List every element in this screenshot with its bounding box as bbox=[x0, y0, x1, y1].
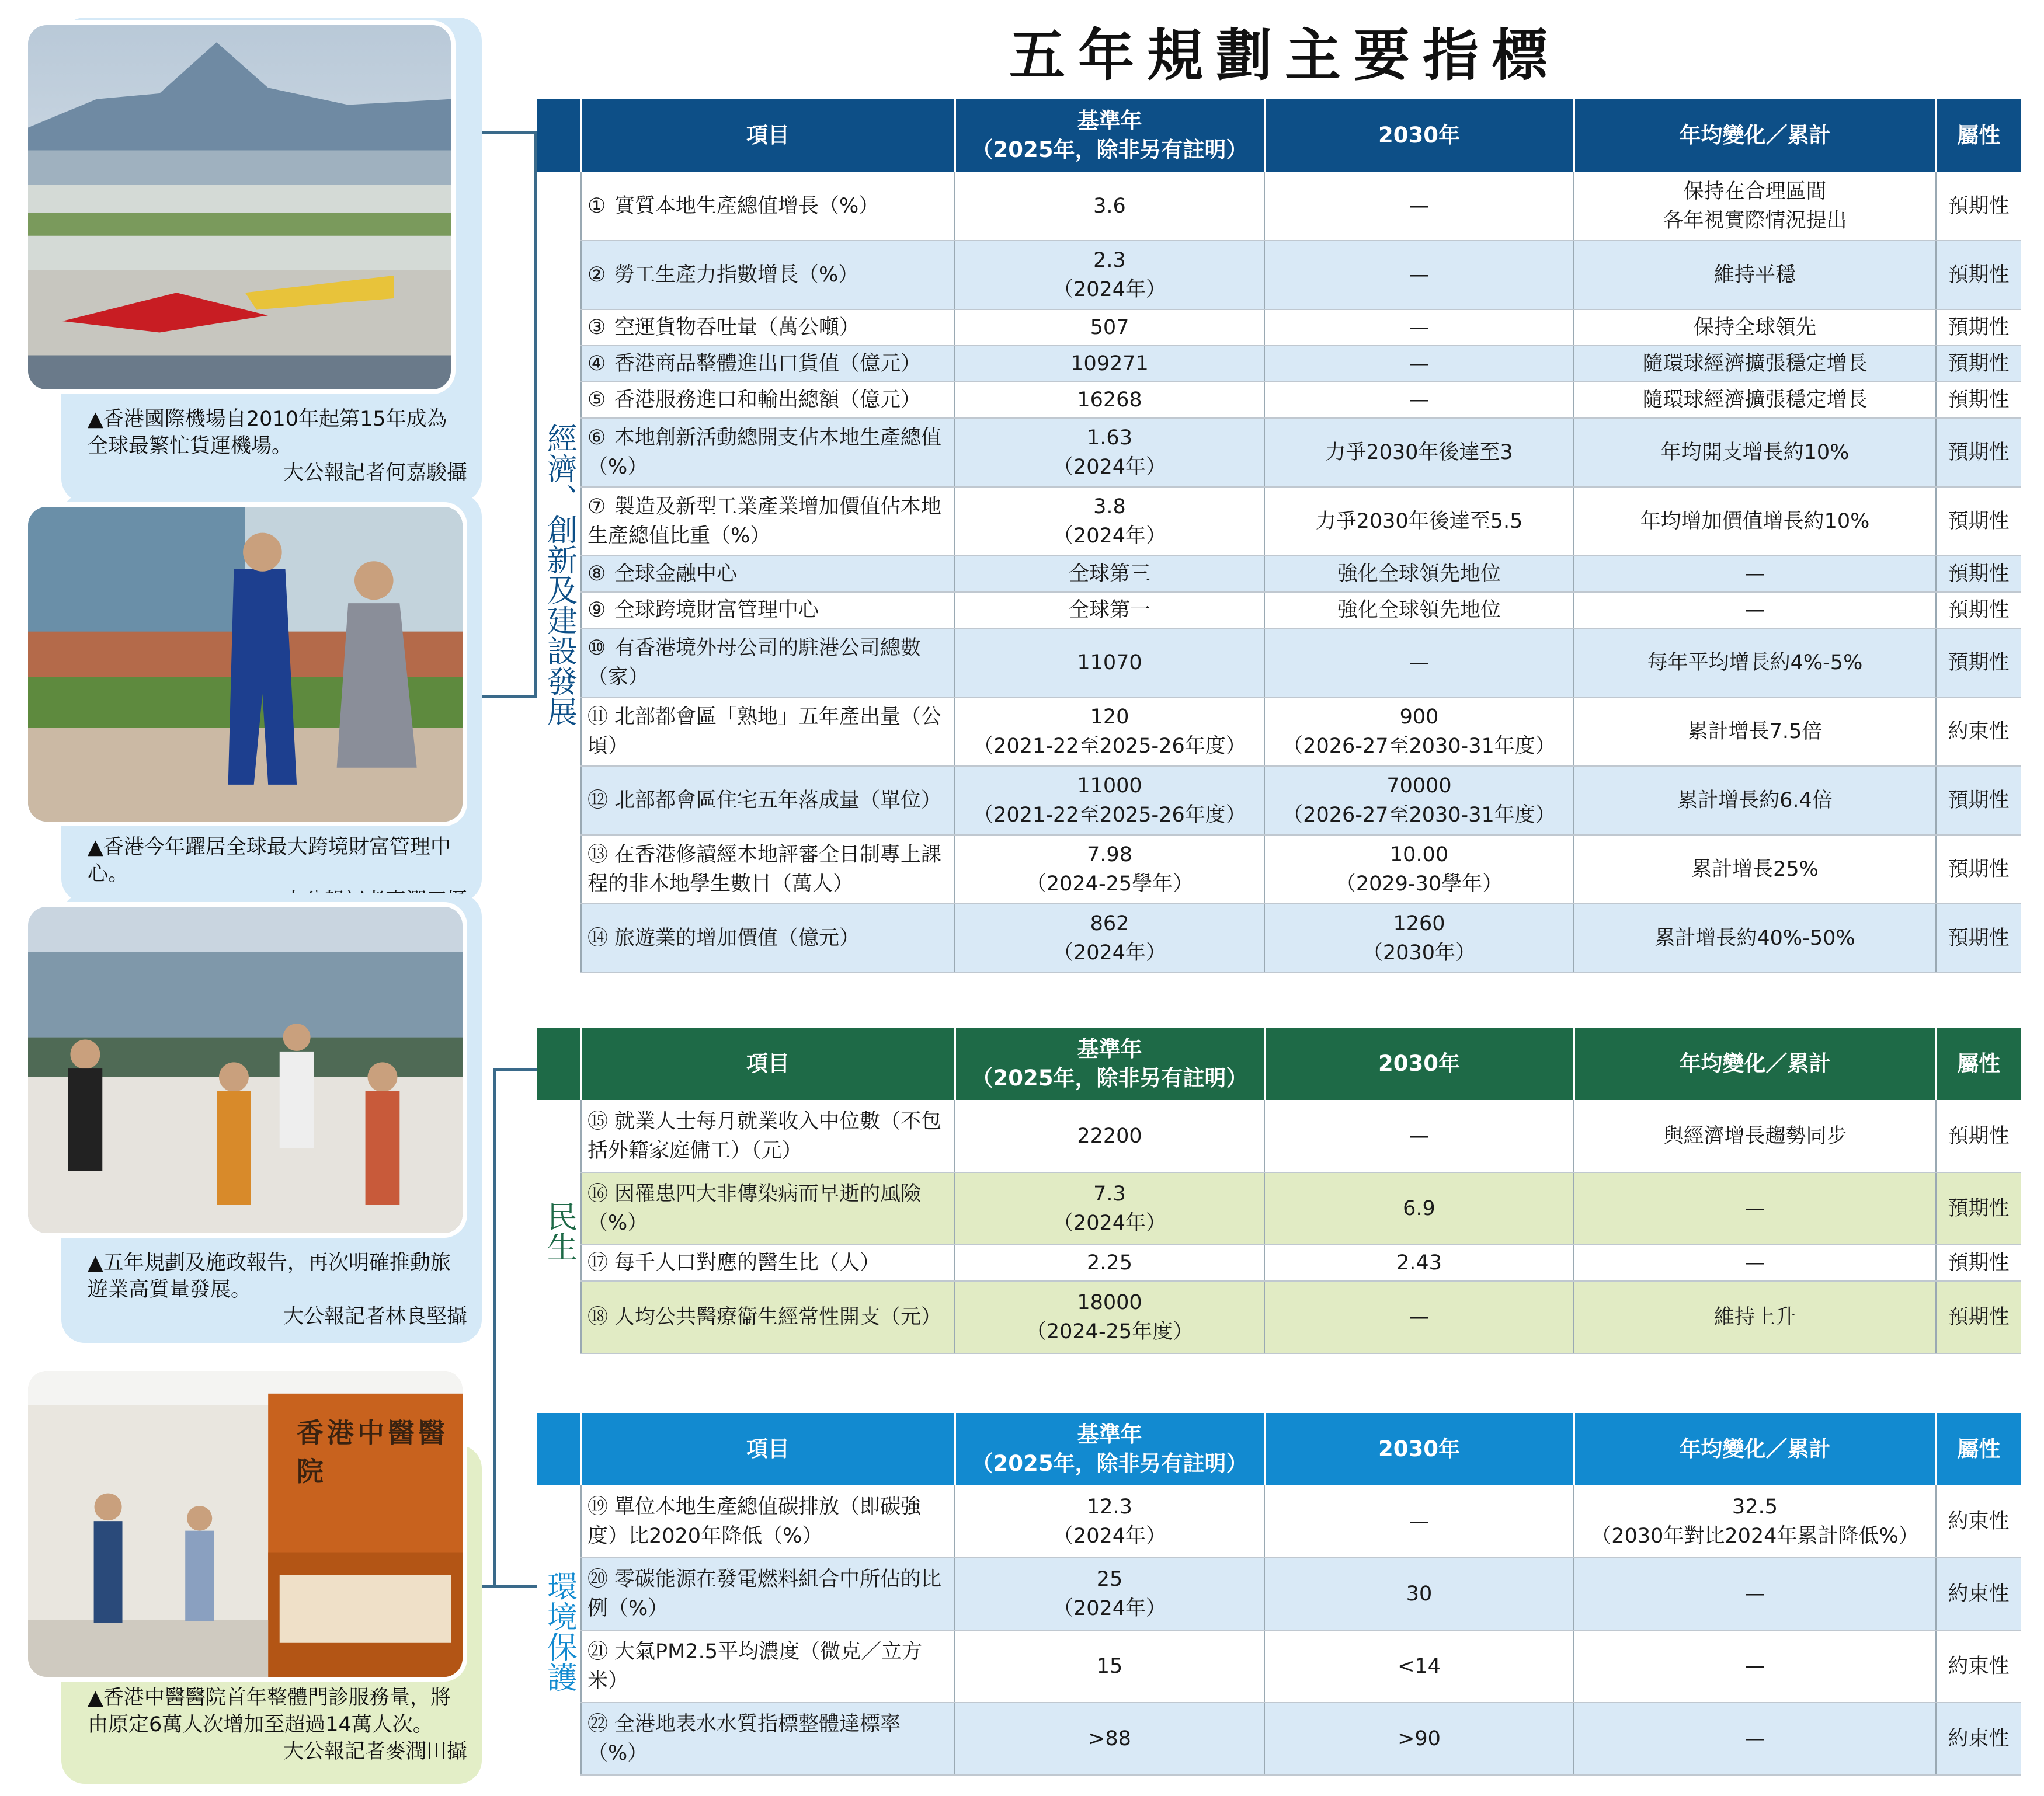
indicator-number: ② bbox=[588, 263, 606, 287]
attribute-value: 預期性 bbox=[1936, 346, 2021, 382]
base-year-value: 2.25 bbox=[955, 1245, 1264, 1281]
attribute-value: 約束性 bbox=[1936, 1630, 2021, 1703]
header-spacer bbox=[537, 1028, 581, 1100]
base-year-value: 15 bbox=[955, 1630, 1264, 1703]
annual-change-value: — bbox=[1574, 592, 1936, 628]
indicator-name bbox=[581, 1703, 955, 1775]
indicator-number: ① bbox=[588, 194, 606, 218]
header-base-year-line1: 基準年 bbox=[1077, 108, 1142, 133]
annual-change-value: — bbox=[1574, 556, 1936, 592]
tourism-photo bbox=[23, 902, 467, 1238]
annual-change-value: 與經濟增長趨勢同步 bbox=[1574, 1100, 1936, 1172]
target-2030-value: — bbox=[1264, 1281, 1574, 1353]
photo-caption-4 bbox=[88, 1684, 467, 1765]
section-label-economy: 經濟、創新及建設發展 bbox=[541, 423, 577, 726]
connector-1b bbox=[482, 131, 537, 134]
target-2030-value: 6.9 bbox=[1264, 1172, 1574, 1245]
header-attr: 屬性 bbox=[1936, 1028, 2021, 1100]
indicator-name bbox=[581, 1281, 955, 1353]
indicator-text: 全球金融中心 bbox=[614, 562, 738, 586]
target-2030-value: — bbox=[1264, 1100, 1574, 1172]
annual-change-value: — bbox=[1574, 1630, 1936, 1703]
header-change: 年均變化／累計 bbox=[1574, 99, 1936, 172]
table-row bbox=[537, 766, 2021, 835]
header-target: 2030年 bbox=[1264, 99, 1574, 172]
indicator-text: 香港服務進口和輸出總額（億元） bbox=[614, 388, 922, 412]
base-year-value: 3.6 bbox=[955, 172, 1264, 241]
base-year-value: 507 bbox=[955, 309, 1264, 346]
attribute-value: 預期性 bbox=[1936, 1172, 2021, 1245]
target-2030-value: >90 bbox=[1264, 1703, 1574, 1775]
indicator-name bbox=[581, 309, 955, 346]
indicator-text: 因罹患四大非傳染病而早逝的風險（%） bbox=[588, 1182, 922, 1235]
indicator-name bbox=[581, 172, 955, 241]
header-base-year bbox=[955, 1028, 1264, 1100]
indicator-number: ⑪ bbox=[588, 705, 609, 729]
header-target: 2030年 bbox=[1264, 1028, 1574, 1100]
base-year-value: 11000 （2021-22至2025-26年度） bbox=[955, 766, 1264, 835]
hospital-sign: 香港中醫醫院 bbox=[297, 1417, 449, 1487]
base-year-value: 7.3 （2024年） bbox=[955, 1172, 1264, 1245]
connector-2 bbox=[493, 1068, 537, 1588]
target-2030-value: — bbox=[1264, 628, 1574, 697]
indicator-name bbox=[581, 628, 955, 697]
indicator-name bbox=[581, 1100, 955, 1172]
indicator-number: ⑱ bbox=[588, 1306, 609, 1329]
attribute-value: 約束性 bbox=[1936, 1703, 2021, 1775]
indicator-name bbox=[581, 382, 955, 418]
target-2030-value: 900 （2026-27至2030-31年度） bbox=[1264, 697, 1574, 766]
attribute-value: 預期性 bbox=[1936, 172, 2021, 241]
section-label-environment: 環境保護 bbox=[541, 1571, 577, 1692]
indicator-name bbox=[581, 1172, 955, 1245]
table-header bbox=[537, 1413, 2021, 1485]
base-year-value: 7.98 （2024-25學年） bbox=[955, 835, 1264, 904]
indicator-name bbox=[581, 1485, 955, 1558]
target-2030-value: — bbox=[1264, 382, 1574, 418]
indicator-name bbox=[581, 904, 955, 973]
connector-2b bbox=[482, 1585, 496, 1588]
table-row bbox=[537, 556, 2021, 592]
indicator-text: 零碳能源在發電燃料組合中所佔的比例（%） bbox=[588, 1568, 942, 1620]
table-row bbox=[537, 487, 2021, 556]
attribute-value: 預期性 bbox=[1936, 556, 2021, 592]
economy-table bbox=[537, 99, 2021, 973]
target-2030-value: — bbox=[1264, 172, 1574, 241]
indicator-text: 每千人口對應的醫生比（人） bbox=[614, 1251, 881, 1275]
annual-change-value: 保持全球領先 bbox=[1574, 309, 1936, 346]
indicator-name bbox=[581, 556, 955, 592]
base-year-value: 3.8 （2024年） bbox=[955, 487, 1264, 556]
attribute-value: 約束性 bbox=[1936, 1485, 2021, 1558]
header-base-year bbox=[955, 1413, 1264, 1485]
target-2030-value: <14 bbox=[1264, 1630, 1574, 1703]
base-year-value: 109271 bbox=[955, 346, 1264, 382]
attribute-value: 預期性 bbox=[1936, 418, 2021, 487]
indicator-number: ⑰ bbox=[588, 1251, 609, 1275]
table-row bbox=[537, 1485, 2021, 1558]
photo-credit: 大公報記者麥潤田攝 bbox=[283, 1740, 467, 1763]
header-target: 2030年 bbox=[1264, 1413, 1574, 1485]
header-attr: 屬性 bbox=[1936, 99, 2021, 172]
base-year-value: 12.3 （2024年） bbox=[955, 1485, 1264, 1558]
indicator-number: ㉒ bbox=[588, 1713, 609, 1736]
base-year-value: 全球第一 bbox=[955, 592, 1264, 628]
livelihood-table bbox=[537, 1028, 2021, 1354]
table-row bbox=[537, 382, 2021, 418]
connector-1c bbox=[482, 695, 537, 698]
indicator-number: ⑤ bbox=[588, 388, 606, 412]
indicator-text: 全球跨境財富管理中心 bbox=[614, 598, 819, 622]
annual-change-value: 年均開支增長約10% bbox=[1574, 418, 1936, 487]
attribute-value: 預期性 bbox=[1936, 382, 2021, 418]
target-2030-value: — bbox=[1264, 309, 1574, 346]
indicator-text: 本地創新活動總開支佔本地生產總值（%） bbox=[588, 426, 942, 479]
attribute-value: 約束性 bbox=[1936, 1558, 2021, 1630]
table-row bbox=[537, 1172, 2021, 1245]
indicator-number: ⑧ bbox=[588, 562, 606, 586]
annual-change-value: — bbox=[1574, 1172, 1936, 1245]
header-base-year bbox=[955, 99, 1264, 172]
indicator-number: ⑥ bbox=[588, 426, 606, 450]
annual-change-value: 維持平穩 bbox=[1574, 241, 1936, 309]
attribute-value: 預期性 bbox=[1936, 1245, 2021, 1281]
annual-change-value: — bbox=[1574, 1703, 1936, 1775]
indicator-text: 有香港境外母公司的駐港公司總數（家） bbox=[588, 636, 922, 689]
target-2030-value: — bbox=[1264, 1485, 1574, 1558]
indicator-text: 人均公共醫療衞生經常性開支（元） bbox=[614, 1306, 942, 1329]
header-base-year-line1: 基準年 bbox=[1077, 1422, 1142, 1447]
attribute-value: 預期性 bbox=[1936, 766, 2021, 835]
target-2030-value: — bbox=[1264, 346, 1574, 382]
header-base-year-line2: （2025年，除非另有註明） bbox=[971, 1451, 1248, 1476]
caption-text: ▲香港國際機場自2010年起第15年成為全球最繁忙貨運機場。 bbox=[88, 408, 447, 458]
target-2030-value: 強化全球領先地位 bbox=[1264, 556, 1574, 592]
base-year-value: 18000 （2024-25年度） bbox=[955, 1281, 1264, 1353]
header-attr: 屬性 bbox=[1936, 1413, 2021, 1485]
indicator-number: ⑲ bbox=[588, 1495, 609, 1519]
header-item: 項目 bbox=[581, 1413, 955, 1485]
table-row bbox=[537, 346, 2021, 382]
environment-table bbox=[537, 1413, 2021, 1776]
indicator-text: 北部都會區住宅五年落成量（單位） bbox=[614, 789, 942, 812]
target-2030-value: 2.43 bbox=[1264, 1245, 1574, 1281]
indicator-text: 製造及新型工業產業增加價值佔本地生產總值比重（%） bbox=[588, 495, 942, 548]
indicator-text: 勞工生產力指數增長（%） bbox=[614, 263, 859, 287]
indicator-text: 大氣PM2.5平均濃度（微克／立方米） bbox=[588, 1640, 922, 1693]
target-2030-value: 30 bbox=[1264, 1558, 1574, 1630]
indicator-text: 旅遊業的增加價值（億元） bbox=[614, 927, 860, 950]
target-2030-value: 10.00 （2029-30學年） bbox=[1264, 835, 1574, 904]
table-row bbox=[537, 835, 2021, 904]
target-2030-value: 力爭2030年後達至3 bbox=[1264, 418, 1574, 487]
base-year-value: >88 bbox=[955, 1703, 1264, 1775]
indicator-name bbox=[581, 1245, 955, 1281]
photo-caption-3 bbox=[88, 1249, 467, 1330]
indicator-name bbox=[581, 1630, 955, 1703]
base-year-value: 11070 bbox=[955, 628, 1264, 697]
indicator-number: ⑯ bbox=[588, 1182, 609, 1206]
wealth-centre-photo bbox=[23, 502, 467, 826]
attribute-value: 預期性 bbox=[1936, 309, 2021, 346]
annual-change-value: 累計增長約6.4倍 bbox=[1574, 766, 1936, 835]
indicator-number: ⑭ bbox=[588, 927, 609, 950]
indicator-name bbox=[581, 241, 955, 309]
attribute-value: 預期性 bbox=[1936, 1100, 2021, 1172]
header-spacer bbox=[537, 99, 581, 172]
indicator-text: 北部都會區「熟地」五年產出量（公頃） bbox=[588, 705, 942, 758]
attribute-value: 預期性 bbox=[1936, 241, 2021, 309]
annual-change-value: — bbox=[1574, 1245, 1936, 1281]
table-row bbox=[537, 1245, 2021, 1281]
caption-text: ▲香港今年躍居全球最大跨境財富管理中心。 bbox=[88, 836, 451, 886]
table-row bbox=[537, 1558, 2021, 1630]
base-year-value: 862 （2024年） bbox=[955, 904, 1264, 973]
table-row bbox=[537, 1281, 2021, 1353]
table-row bbox=[537, 904, 2021, 973]
indicator-number: ㉑ bbox=[588, 1640, 609, 1663]
indicator-text: 單位本地生產總值碳排放（即碳強度）比2020年降低（%） bbox=[588, 1495, 922, 1548]
header-change: 年均變化／累計 bbox=[1574, 1413, 1936, 1485]
indicator-text: 空運貨物吞吐量（萬公噸） bbox=[614, 316, 860, 339]
target-2030-value: 強化全球領先地位 bbox=[1264, 592, 1574, 628]
table-row bbox=[537, 172, 2021, 241]
annual-change-value: 維持上升 bbox=[1574, 1281, 1936, 1353]
base-year-value: 22200 bbox=[955, 1100, 1264, 1172]
table-row bbox=[537, 241, 2021, 309]
photo-credit: 大公報記者何嘉駿攝 bbox=[283, 461, 467, 485]
table-header bbox=[537, 1028, 2021, 1100]
indicator-number: ④ bbox=[588, 352, 606, 375]
table-header bbox=[537, 99, 2021, 172]
base-year-value: 16268 bbox=[955, 382, 1264, 418]
target-2030-value: — bbox=[1264, 241, 1574, 309]
attribute-value: 預期性 bbox=[1936, 628, 2021, 697]
header-base-year-line2: （2025年，除非另有註明） bbox=[971, 137, 1248, 162]
table-row bbox=[537, 1100, 2021, 1172]
indicator-name bbox=[581, 766, 955, 835]
section-label-livelihood: 民生 bbox=[541, 1201, 577, 1262]
indicator-name bbox=[581, 418, 955, 487]
attribute-value: 預期性 bbox=[1936, 904, 2021, 973]
indicator-text: 就業人士每月就業收入中位數（不包括外籍家庭傭工）（元） bbox=[588, 1109, 942, 1162]
header-base-year-line1: 基準年 bbox=[1077, 1036, 1142, 1061]
annual-change-value: 累計增長25% bbox=[1574, 835, 1936, 904]
airport-photo bbox=[23, 20, 456, 394]
caption-text: ▲香港中醫醫院首年整體門診服務量，將由原定6萬人次增加至超過14萬人次。 bbox=[88, 1686, 451, 1736]
annual-change-value: — bbox=[1574, 1558, 1936, 1630]
indicator-number: ⑬ bbox=[588, 843, 609, 866]
table-row bbox=[537, 592, 2021, 628]
target-2030-value: 1260 （2030年） bbox=[1264, 904, 1574, 973]
table-row bbox=[537, 1703, 2021, 1775]
target-2030-value: 70000 （2026-27至2030-31年度） bbox=[1264, 766, 1574, 835]
indicator-number: ③ bbox=[588, 316, 606, 339]
header-spacer bbox=[537, 1413, 581, 1485]
caption-text: ▲五年規劃及施政報告，再次明確推動旅遊業高質量發展。 bbox=[88, 1251, 451, 1301]
photo-credit: 大公報記者林良堅攝 bbox=[283, 1305, 467, 1328]
connector-1 bbox=[482, 131, 537, 698]
page-title: 五年規劃主要指標 bbox=[1009, 22, 1560, 88]
indicator-name bbox=[581, 487, 955, 556]
indicator-name bbox=[581, 697, 955, 766]
indicator-number: ⑫ bbox=[588, 789, 609, 812]
table-row bbox=[537, 1630, 2021, 1703]
table-row bbox=[537, 418, 2021, 487]
header-base-year-line2: （2025年，除非另有註明） bbox=[971, 1066, 1248, 1091]
annual-change-value: 32.5 （2030年對比2024年累計降低%） bbox=[1574, 1485, 1936, 1558]
hospital-photo bbox=[23, 1366, 467, 1682]
annual-change-value: 年均增加價值增長約10% bbox=[1574, 487, 1936, 556]
annual-change-value: 隨環球經濟擴張穩定增長 bbox=[1574, 382, 1936, 418]
attribute-value: 預期性 bbox=[1936, 835, 2021, 904]
indicator-number: ⑨ bbox=[588, 598, 606, 622]
base-year-value: 1.63 （2024年） bbox=[955, 418, 1264, 487]
indicator-name bbox=[581, 346, 955, 382]
indicator-text: 實質本地生產總值增長（%） bbox=[614, 194, 880, 218]
indicator-name bbox=[581, 592, 955, 628]
annual-change-value: 累計增長7.5倍 bbox=[1574, 697, 1936, 766]
annual-change-value: 保持在合理區間 各年視實際情況提出 bbox=[1574, 172, 1936, 241]
attribute-value: 預期性 bbox=[1936, 487, 2021, 556]
indicator-text: 全港地表水水質指標整體達標率（%） bbox=[588, 1713, 901, 1765]
header-item: 項目 bbox=[581, 99, 955, 172]
attribute-value: 約束性 bbox=[1936, 697, 2021, 766]
indicator-name bbox=[581, 1558, 955, 1630]
base-year-value: 2.3 （2024年） bbox=[955, 241, 1264, 309]
base-year-value: 全球第三 bbox=[955, 556, 1264, 592]
indicator-number: ⑳ bbox=[588, 1568, 609, 1591]
indicator-text: 香港商品整體進出口貨值（億元） bbox=[614, 352, 922, 375]
annual-change-value: 累計增長約40%-50% bbox=[1574, 904, 1936, 973]
table-row bbox=[537, 697, 2021, 766]
attribute-value: 預期性 bbox=[1936, 592, 2021, 628]
indicator-text: 在香港修讀經本地評審全日制專上課程的非本地學生數目（萬人） bbox=[588, 843, 942, 896]
indicator-name bbox=[581, 835, 955, 904]
base-year-value: 120 （2021-22至2025-26年度） bbox=[955, 697, 1264, 766]
table-row bbox=[537, 309, 2021, 346]
annual-change-value: 隨環球經濟擴張穩定增長 bbox=[1574, 346, 1936, 382]
indicator-number: ⑦ bbox=[588, 495, 606, 518]
header-change: 年均變化／累計 bbox=[1574, 1028, 1936, 1100]
base-year-value: 25 （2024年） bbox=[955, 1558, 1264, 1630]
attribute-value: 預期性 bbox=[1936, 1281, 2021, 1353]
annual-change-value: 每年平均增長約4%-5% bbox=[1574, 628, 1936, 697]
target-2030-value: 力爭2030年後達至5.5 bbox=[1264, 487, 1574, 556]
photo-caption-1 bbox=[88, 406, 467, 486]
indicator-number: ⑮ bbox=[588, 1109, 609, 1133]
table-row bbox=[537, 628, 2021, 697]
header-item: 項目 bbox=[581, 1028, 955, 1100]
indicator-number: ⑩ bbox=[588, 636, 606, 660]
